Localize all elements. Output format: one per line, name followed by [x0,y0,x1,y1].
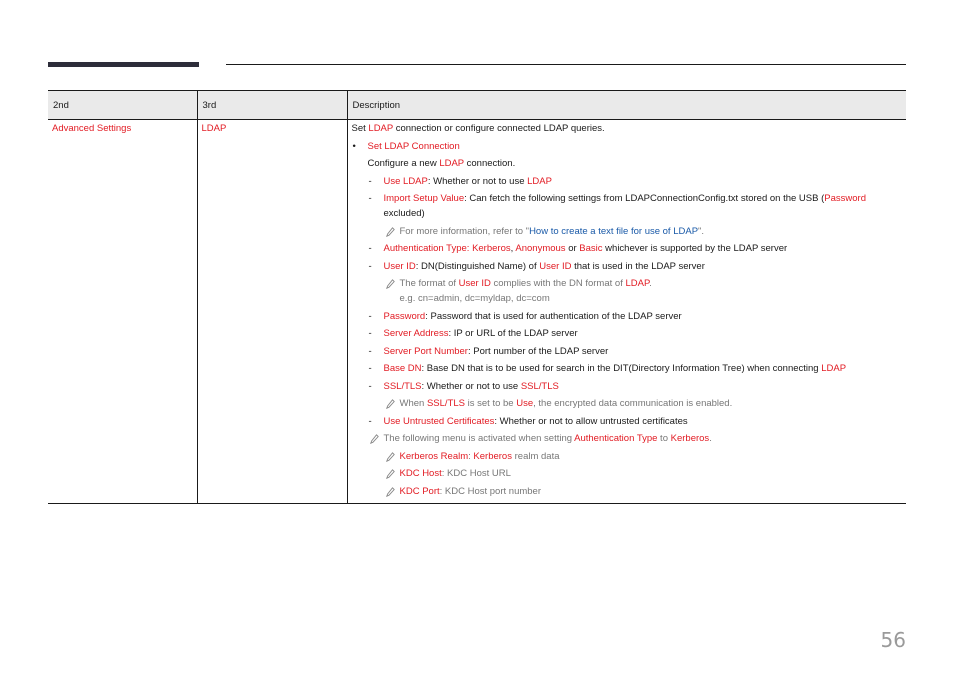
item-server-address: - Server Address: IP or URL of the LDAP server [368,328,578,339]
table-header-row [48,91,906,120]
pencil-note-icon [386,398,395,409]
note-kdc-port: KDC Port: KDC Host port number [352,486,903,498]
ldap-label: LDAP [201,123,227,134]
header-accent-bar [48,62,199,67]
item-user-id: - User ID: DN(Distinguished Name) of User ID that is used in the LDAP server [368,260,705,272]
header-description: Description [347,91,906,120]
item-use-ldap: - Use LDAP: Whether or not to use LDAP [368,175,552,187]
note-user-id-format: The format of User ID complies with the DN format of LDAP. [352,278,903,290]
note-user-id-example: e.g. cn=admin, dc=myldap, dc=com [399,293,550,304]
pencil-note-icon [386,451,395,462]
link-create-text-file[interactable]: How to create a text file for use of LDAP [529,225,699,237]
configure-line: Configure a new LDAP connection. [367,158,516,169]
item-server-port-number: - Server Port Number: Port number of the LDAP server [368,345,609,357]
dash-icon: - [368,243,372,254]
pencil-note-icon [386,468,395,479]
dash-icon: - [368,415,372,427]
intro-line: Set LDAP connection or configure connected LDAP queries. [351,123,605,134]
dash-icon: - [368,380,372,392]
pencil-note-icon [386,278,395,289]
note-kerberos-realm: Kerberos Realm: Kerberos realm data [352,451,903,463]
bullet-set-ldap-connection: • Set LDAP Connection [352,140,460,152]
advanced-settings-label: Advanced Settings [52,123,132,134]
dash-icon: - [368,175,372,187]
header-3rd: 3rd [197,91,347,120]
pencil-note-icon [386,226,395,237]
pencil-note-icon [370,433,379,444]
dash-icon: - [368,260,372,272]
cell-2nd [48,120,197,504]
note-kdc-host: KDC Host: KDC Host URL [352,468,903,480]
dash-icon: - [368,193,372,204]
cell-3rd [197,120,347,504]
item-authentication-type: - Authentication Type: Kerberos, Anonymous or Basic whichever is supported by the LDAP server [368,243,788,254]
header-rule [226,64,906,65]
page-number: 56 [880,628,906,652]
bullet-icon: • [352,140,356,152]
item-ssl-tls: - SSL/TLS: Whether or not to use SSL/TLS [368,380,559,392]
dash-icon: - [368,328,372,339]
item-password: - Password: Password that is used for authentication of the LDAP server [368,310,682,322]
dash-icon: - [368,363,372,374]
note-ssl-tls: When SSL/TLS is set to be Use, the encrypted data communication is enabled. [352,398,903,410]
pencil-note-icon [386,486,395,497]
note-refer: For more information, refer to "How to create a text file for use of LDAP". [352,226,903,238]
cell-description [347,120,906,504]
header-2nd: 2nd [48,91,197,120]
item-use-untrusted-certificates: - Use Untrusted Certificates: Whether or not to allow untrusted certificates [368,415,688,427]
dash-icon: - [368,310,372,322]
item-base-dn: - Base DN: Base DN that is to be used for search in the DIT(Directory Information Tree) when connecting LDAP [368,363,847,374]
item-import-setup-value: - Import Setup Value: Can fetch the following settings from LDAPConnectionConfig.txt stored on the USB (Password [368,193,866,204]
settings-table [48,90,906,504]
note-kerberos-menu: The following menu is activated when setting Authentication Type to Kerberos. [352,433,903,445]
item-import-setup-continued: excluded) [383,208,425,219]
table-row [48,120,906,504]
dash-icon: - [368,345,372,357]
